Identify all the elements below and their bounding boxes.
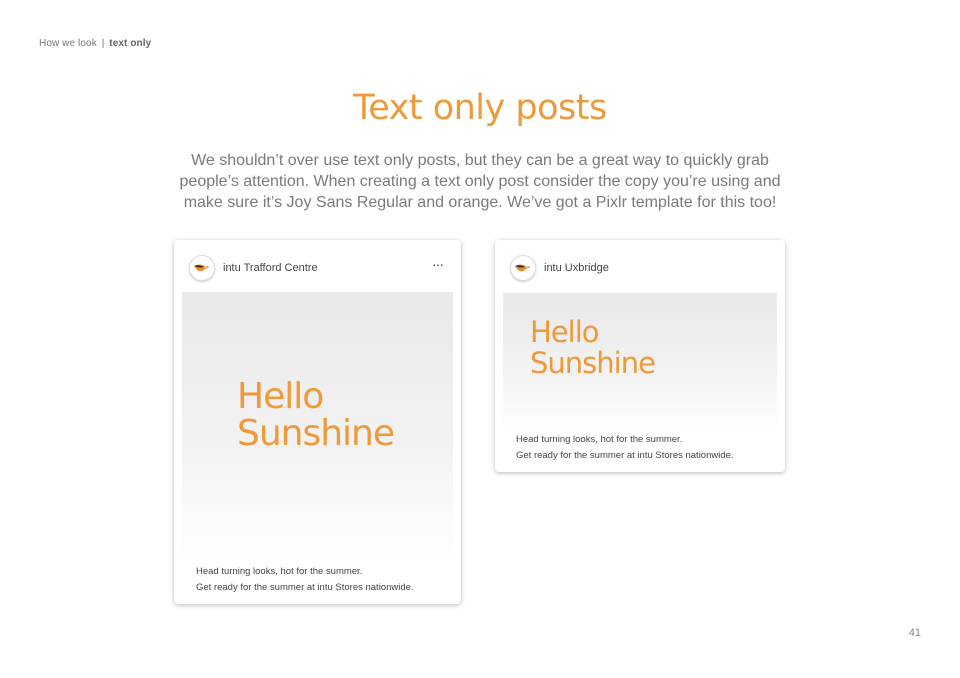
- breadcrumb: [39, 38, 151, 49]
- caption-line: Get ready for the summer at intu Stores nationwide.: [516, 450, 734, 461]
- breadcrumb-current: text only: [109, 38, 152, 49]
- post-caption: [516, 432, 734, 464]
- page-title: Text only posts: [353, 88, 607, 128]
- intu-bird-logo-icon: [514, 262, 532, 274]
- post-image-headline: [237, 378, 394, 452]
- avatar[interactable]: [189, 255, 215, 281]
- post-header: [510, 255, 609, 281]
- account-name[interactable]: intu Trafford Centre: [223, 262, 318, 274]
- breadcrumb-separator: |: [101, 38, 105, 49]
- headline-line: Hello: [237, 376, 324, 417]
- intro-paragraph: We shouldn’t over use text only posts, but they can be a great way to quickly grab people’s attention. When creating a text only post consider the copy you’re using and make sure it’s Joy Sans Regular and orange. We’ve got a Pixlr template for this too!: [179, 152, 781, 211]
- social-post-trafford: [174, 240, 461, 604]
- social-post-uxbridge: [495, 240, 785, 472]
- post-image-headline: [530, 317, 655, 379]
- avatar[interactable]: [510, 255, 536, 281]
- post-header: [189, 255, 318, 281]
- post-caption: [196, 564, 414, 596]
- account-name[interactable]: intu Uxbridge: [544, 262, 609, 274]
- page-number: 41: [908, 627, 921, 639]
- more-horizontal-icon[interactable]: ···: [432, 256, 443, 272]
- intu-bird-logo-icon: [193, 262, 211, 274]
- headline-line: Sunshine: [237, 413, 395, 454]
- headline-line: Hello: [530, 315, 599, 349]
- caption-line: Head turning looks, hot for the summer.: [196, 566, 363, 577]
- post-image: [503, 293, 777, 433]
- caption-line: Head turning looks, hot for the summer.: [516, 434, 683, 445]
- breadcrumb-section: How we look: [39, 38, 97, 49]
- headline-line: Sunshine: [530, 346, 655, 380]
- caption-line: Get ready for the summer at intu Stores nationwide.: [196, 582, 414, 593]
- post-image: [182, 292, 453, 564]
